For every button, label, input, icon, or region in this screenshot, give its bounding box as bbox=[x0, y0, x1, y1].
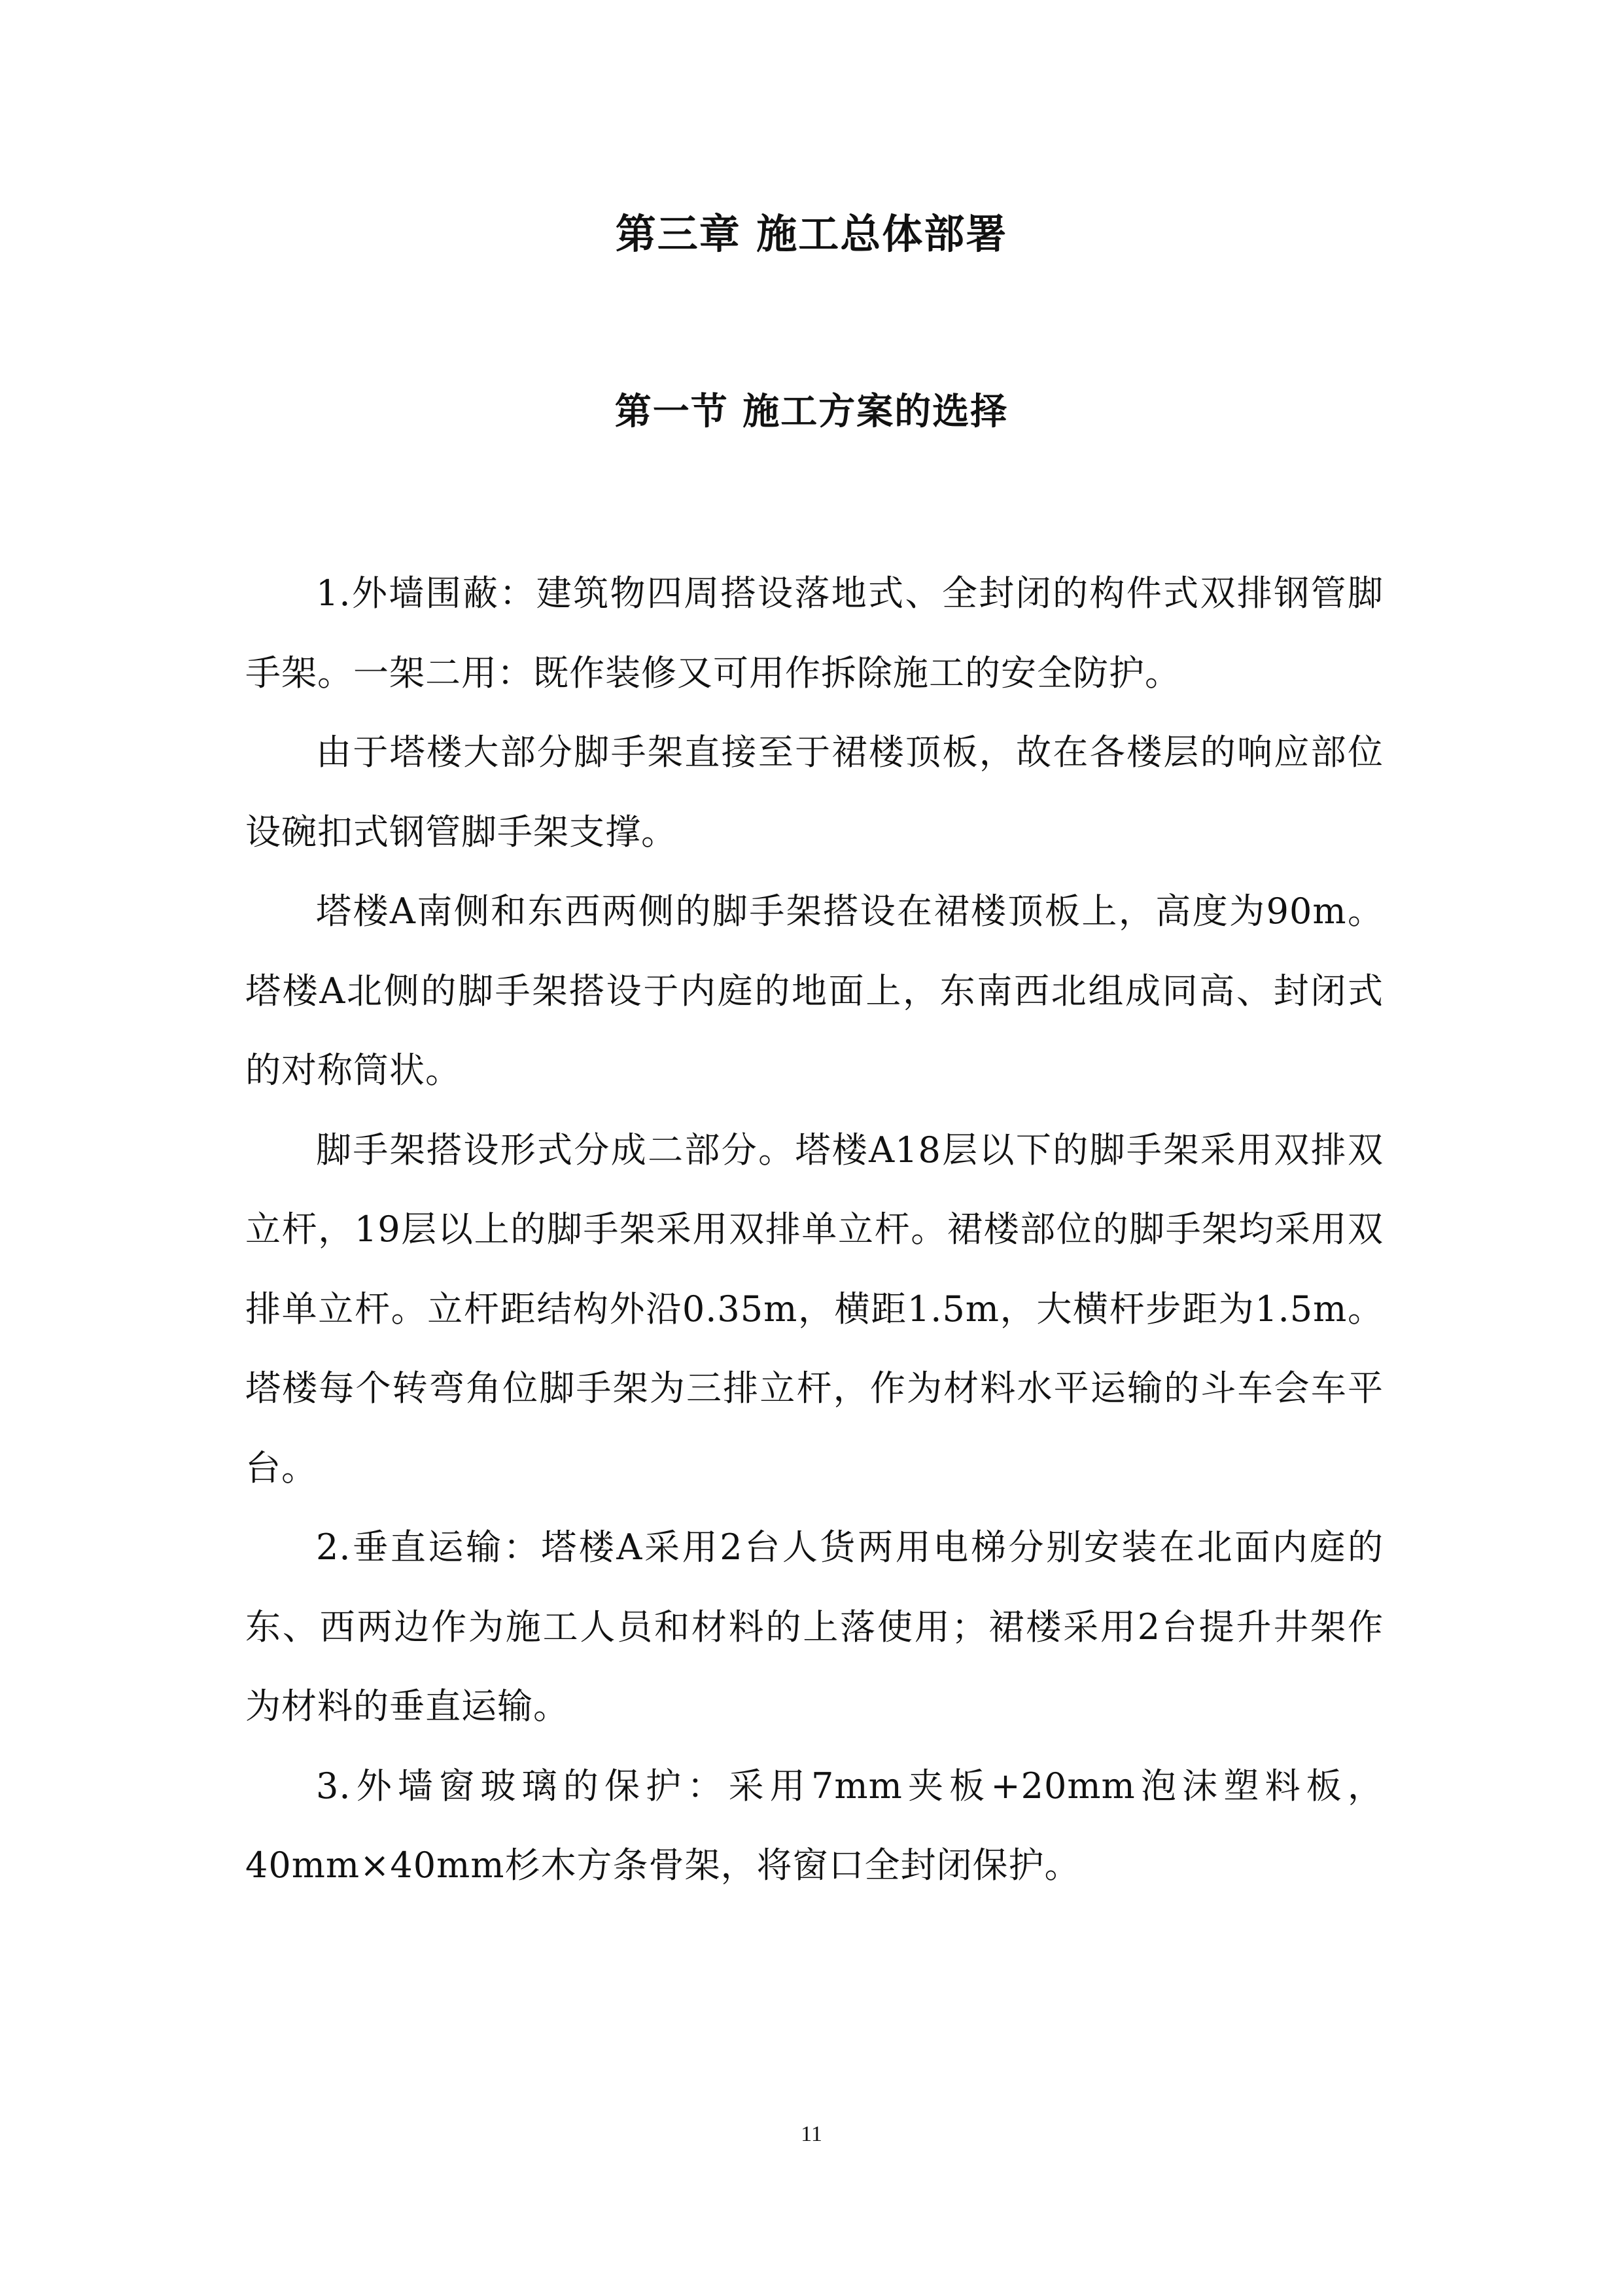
paragraph-scaffold-form: 脚手架搭设形式分成二部分。塔楼A18层以下的脚手架采用双排双立杆，19层以上的脚手架采用双排单立杆。裙楼部位的脚手架均采用双排单立杆。立杆距结构外沿0.35m，横距1.5m，大横杆步距为1.5m。塔楼每个转弯角位脚手架为三排立杆，作为材料水平运输的斗车会车平台。 bbox=[245, 1129, 1384, 1489]
paragraph-exterior-enclosure: 1.外墙围蔽：建筑物四周搭设落地式、全封闭的构件式双排钢管脚手架。一架二用：既作装修又可用作拆除施工的安全防护。 bbox=[245, 573, 1384, 694]
body-text bbox=[245, 554, 1384, 1905]
section-title: 第一节 施工方案的选择 bbox=[614, 391, 1009, 433]
page-number: 11 bbox=[801, 2122, 822, 2146]
paragraph-window-protection: 3.外墙窗玻璃的保护：采用7mm夹板+20mm泡沫塑料板，40mm×40mm杉木方条骨架，将窗口全封闭保护。 bbox=[245, 1765, 1384, 1886]
paragraph-tower-a-scaffold: 塔楼A南侧和东西两侧的脚手架搭设在裙楼顶板上，高度为90m。塔楼A北侧的脚手架搭设于内庭的地面上，东南西北组成同高、封闭式的对称筒状。 bbox=[245, 891, 1384, 1091]
paragraph-vertical-transport: 2.垂直运输：塔楼A采用2台人货两用电梯分别安装在北面内庭的东、西两边作为施工人员和材料的上落使用；裙楼采用2台提升井架作为材料的垂直运输。 bbox=[245, 1527, 1384, 1727]
paragraph-scaffold-support: 由于塔楼大部分脚手架直接至于裙楼顶板，故在各楼层的响应部位设碗扣式钢管脚手架支撑。 bbox=[245, 732, 1384, 853]
chapter-title: 第三章 施工总体部署 bbox=[615, 210, 1008, 258]
